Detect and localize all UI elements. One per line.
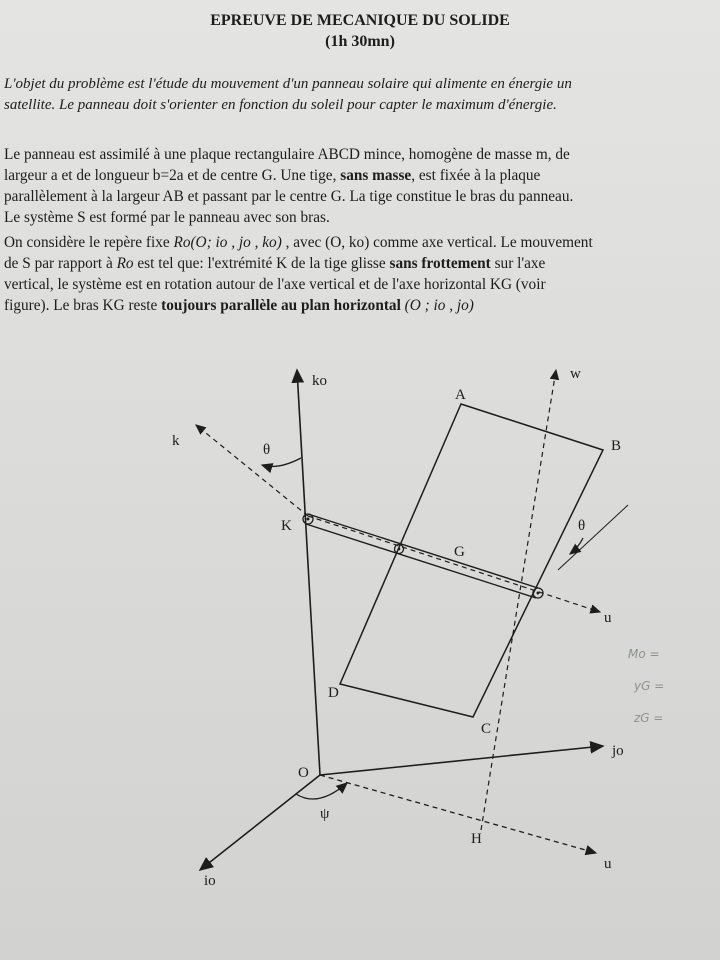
rod-bottom [306, 524, 536, 598]
joint-mid-dot [398, 548, 401, 551]
text-line: Le système S est formé par le panneau avec son bras. [4, 209, 330, 226]
label-c: C [481, 721, 492, 737]
label-d: D [328, 685, 339, 701]
duration-text: (1h 30mn) [325, 33, 395, 50]
intro-paragraph [4, 74, 704, 116]
paragraph-description [4, 144, 712, 228]
k-axis [196, 425, 308, 516]
label-io: io [204, 873, 216, 889]
label-theta-right: θ [578, 518, 586, 534]
joint-end-dot [537, 592, 540, 595]
label-k-point: K [281, 518, 292, 534]
text-line: largeur a et de longueur b=2a et de centre G. Une tige, sans masse, est fixée à la plaque [4, 167, 541, 184]
intro-line: satellite. Le panneau doit s'orienter en fonction du soleil pour capter le maximum d'énergie. [4, 97, 557, 113]
label-psi: ψ [320, 806, 330, 822]
label-b: B [611, 438, 622, 454]
label-jo: jo [612, 743, 624, 759]
label-h: H [471, 831, 482, 847]
label-k: k [172, 433, 180, 449]
handwritten-note: Mo = [628, 647, 660, 661]
label-ko: ko [312, 373, 327, 389]
u-lower-axis [320, 775, 596, 853]
ko-axis [297, 370, 320, 775]
label-u-lower: u [604, 856, 612, 872]
text-line: parallèlement à la largeur AB et passant par le centre G. La tige constitue le bras du panneau. [4, 188, 574, 205]
title-text: EPREUVE DE MECANIQUE DU SOLIDE [210, 12, 510, 29]
text-line: vertical, le système est en rotation autour de l'axe vertical et de l'axe horizontal KG (voir [4, 276, 546, 293]
u-upper-axis [308, 516, 600, 612]
label-a: A [455, 387, 466, 403]
text-line: de S par rapport à Ro est tel que: l'extrémité K de la tige glisse sans frottement sur l'axe [4, 255, 546, 272]
psi-arc [296, 783, 347, 799]
mechanics-figure [0, 340, 720, 960]
label-o: O [298, 765, 309, 781]
theta-arc-right [570, 538, 583, 554]
intro-line: L'objet du problème est l'étude du mouvement d'un panneau solaire qui alimente en énergie un [4, 76, 572, 92]
exam-title [0, 10, 720, 52]
theta-ref-line [558, 505, 628, 570]
label-w: w [570, 366, 581, 382]
theta-arc-top [262, 458, 301, 466]
label-theta-top: θ [263, 442, 271, 458]
panel-abcd [340, 404, 603, 717]
handwritten-note: yG = [634, 679, 665, 693]
paragraph-frame [4, 232, 712, 316]
w-axis [481, 370, 556, 830]
jo-axis [320, 746, 603, 775]
rod-top [308, 514, 538, 588]
label-u-upper: u [604, 610, 612, 626]
text-line: Le panneau est assimilé à une plaque rectangulaire ABCD mince, homogène de masse m, de [4, 146, 570, 163]
text-line: On considère le repère fixe Ro(O; io , jo , ko) , avec (O, ko) comme axe vertical. Le mouvement [4, 234, 593, 251]
label-g: G [454, 544, 465, 560]
text-line: figure). Le bras KG reste toujours parallèle au plan horizontal (O ; io , jo) [4, 297, 474, 314]
joint-k-dot [307, 518, 310, 521]
io-axis [200, 775, 320, 870]
handwritten-note: zG = [634, 711, 664, 725]
